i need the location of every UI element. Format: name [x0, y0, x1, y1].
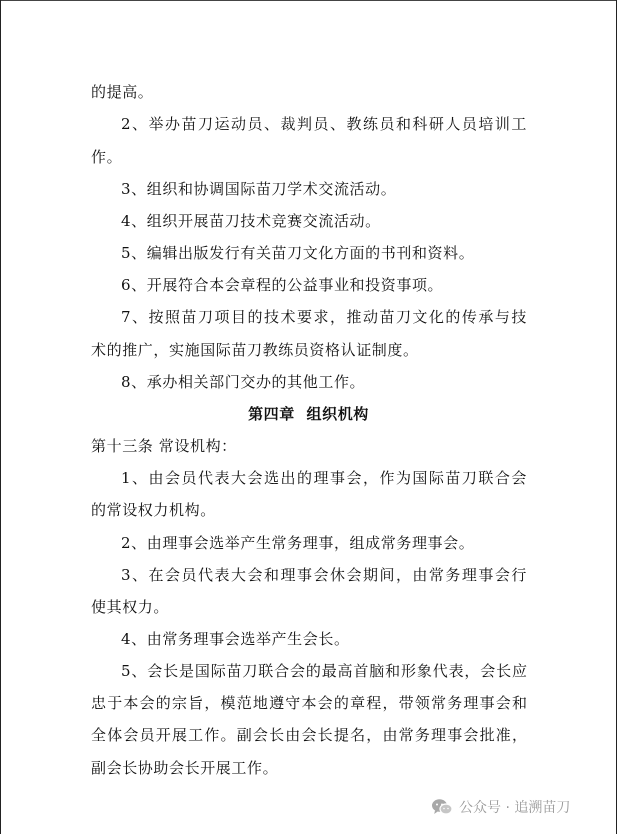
- paragraph-line: 5、会长是国际苗刀联合会的最高首脑和形象代表，会长应: [121, 662, 527, 680]
- wechat-icon: [431, 798, 453, 816]
- paragraph-line: 8、承办相关部门交办的其他工作。: [121, 373, 366, 391]
- paragraph-line: 7、按照苗刀项目的技术要求，推动苗刀文化的传承与技: [121, 308, 527, 326]
- paragraph-line: 2、举办苗刀运动员、裁判员、教练员和科研人员培训工: [121, 115, 527, 133]
- paragraph-line: 术的推广，实施国际苗刀教练员资格认证制度。: [91, 341, 419, 359]
- paragraph-line: 忠于本会的宗旨，模范地遵守本会的章程，带领常务理事会和: [91, 694, 527, 712]
- paragraph-line: 的提高。: [91, 83, 154, 101]
- paragraph-line: 4、由常务理事会选举产生会长。: [121, 630, 350, 648]
- paragraph-line: 的常设权力机构。: [91, 501, 216, 519]
- watermark-text: 公众号 · 追溯苗刀: [459, 800, 571, 816]
- paragraph-line: 5、编辑出版发行有关苗刀文化方面的书刊和资料。: [121, 244, 475, 262]
- paragraph-line: 副会长协助会长开展工作。: [91, 759, 279, 777]
- article-heading: 第十三条 常设机构：: [91, 437, 237, 455]
- paragraph-line: 6、开展符合本会章程的公益事业和投资事项。: [121, 276, 444, 294]
- paragraph-line: 2、由理事会选举产生常务理事，组成常务理事会。: [121, 534, 475, 552]
- paragraph-line: 作。: [91, 148, 123, 166]
- page-border-top: [0, 0, 617, 1]
- paragraph-line: 1、由会员代表大会选出的理事会，作为国际苗刀联合会: [121, 469, 527, 487]
- paragraph-line: 3、组织和协调国际苗刀学术交流活动。: [121, 180, 397, 198]
- paragraph-line: 使其权力。: [91, 598, 170, 616]
- paragraph-line: 全体会员开展工作。副会长由会长提名，由常务理事会批准，: [91, 726, 527, 744]
- watermark: [431, 796, 570, 818]
- chapter-heading: 第四章 组织机构: [248, 405, 369, 423]
- paragraph-line: 4、组织开展苗刀技术竞赛交流活动。: [121, 212, 381, 230]
- paragraph-line: 3、在会员代表大会和理事会休会期间，由常务理事会行: [121, 566, 527, 584]
